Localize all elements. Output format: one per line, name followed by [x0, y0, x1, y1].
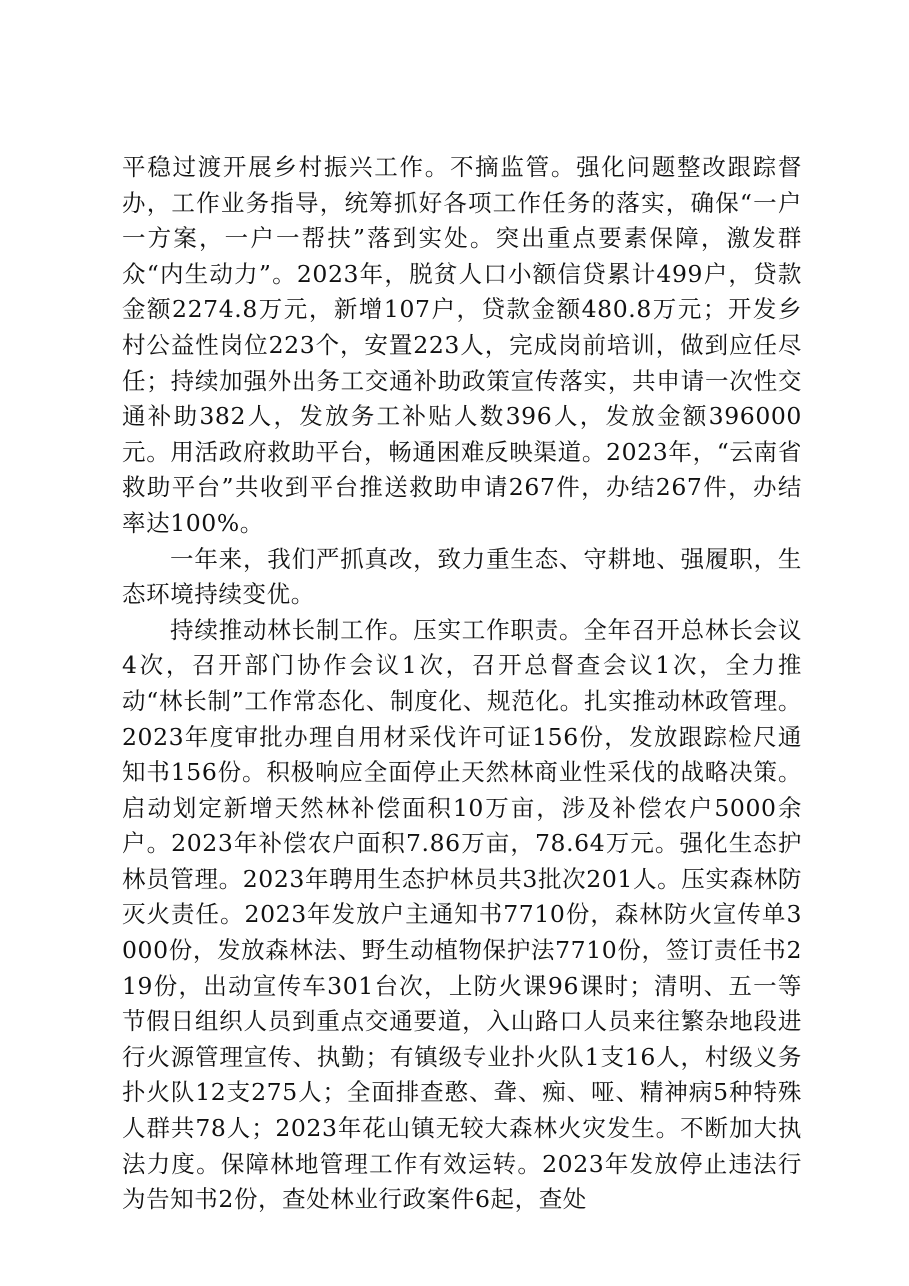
document-body	[122, 150, 802, 1218]
paragraph-ecology-summary: 一年来，我们严抓真改，致力重生态、守耕地、强履职，生态环境持续变优。	[122, 544, 802, 609]
paragraph-forest-chief-system: 持续推动林长制工作。压实工作职责。全年召开总林长会议4次，召开部门协作会议1次，召开总督查会议1次，全力推动“林长制”工作常态化、制度化、规范化。扎实推动林政管理。2023年度审批办理自用材采伐许可证156份，发放跟踪检尺通知书156份。积极响应全面停止天然林商业性采伐的战略决策。启动划定新增天然林补偿面积10万亩，涉及补偿农户5000余户。2023年补偿农户面积7.86万亩，78.64万元。强化生态护林员管理。2023年聘用生态护林员共3批次201人。压实森林防灭火责任。2023年发放户主通知书7710份，森林防火宣传单3000份，发放森林法、野生动植物保护法7710份，签订责任书219份，出动宣传车301台次，上防火课96课时；清明、五一等节假日组织人员到重点交通要道，入山路口人员来往繁杂地段进行火源管理宣传、执勤；有镇级专业扑火队1支16人，村级义务扑火队12支275人；全面排查憨、聋、痴、哑、精神病5种特殊人群共78人；2023年花山镇无较大森林火灾发生。不断加大执法力度。保障林地管理工作有效运转。2023年发放停止违法行为告知书2份，查处林业行政案件6起，查处	[122, 615, 802, 1214]
paragraph-rural-revitalization: 平稳过渡开展乡村振兴工作。不摘监管。强化问题整改跟踪督办，工作业务指导，统筹抓好各项工作任务的落实，确保“一户一方案，一户一帮扶”落到实处。突出重点要素保障，激发群众“内生动力”。2023年，脱贫人口小额信贷累计499户，贷款金额2274.8万元，新增107户，贷款金额480.8万元；开发乡村公益性岗位223个，安置223人，完成岗前培训，做到应任尽任；持续加强外出务工交通补助政策宣传落实，共申请一次性交通补助382人，发放务工补贴人数396人，发放金额396000元。用活政府救助平台，畅通困难反映渠道。2023年，“云南省救助平台”共收到平台推送救助申请267件，办结267件，办结率达100%。	[122, 153, 802, 537]
